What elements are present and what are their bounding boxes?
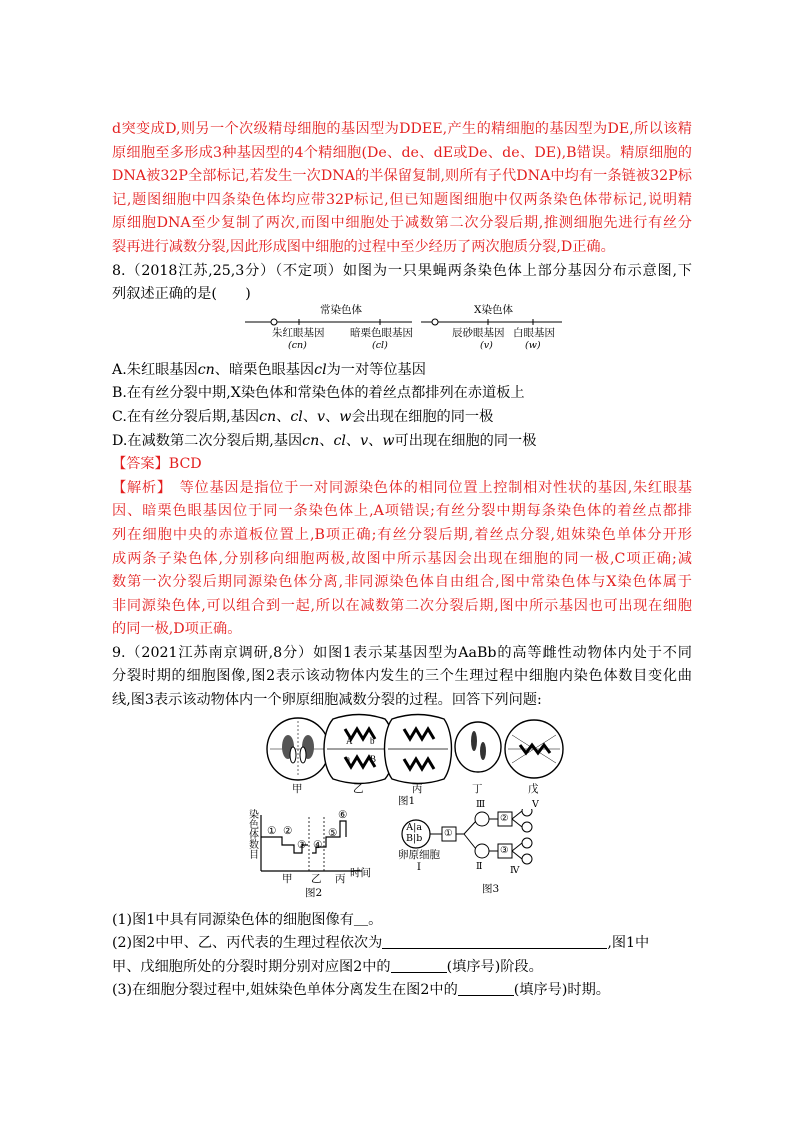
stage-label: ⑥ xyxy=(338,808,348,821)
gene-symbol: (cn) xyxy=(288,339,307,351)
oocyte-label: 卵原细胞 Ⅰ xyxy=(398,848,440,873)
explanation-label: 【解析】 xyxy=(112,479,165,496)
explanation-line: 的同一极,D项正确。 xyxy=(112,621,242,638)
gene-label: 辰砂眼基因 xyxy=(452,326,505,339)
node-label: Ⅲ xyxy=(476,798,486,810)
explanation-line: 成两条子染色体,分别移向细胞两极,故图中所示基因会出现在细胞的同一极,C项正确;减 xyxy=(112,550,692,567)
sub-question-2: (2)图2中甲、乙、丙代表的生理过程依次为 ,图1中 xyxy=(112,935,650,952)
stage-label: ③ xyxy=(297,838,307,851)
figure-caption: 图1 xyxy=(398,794,416,807)
cell-label: 丁 xyxy=(472,782,483,795)
cell-label: 甲 xyxy=(292,782,303,795)
option-a: A.朱红眼基因cn、暗栗色眼基因cl为一对等位基因 xyxy=(112,361,426,378)
cell-yi xyxy=(324,714,394,783)
gene-symbol: (cl) xyxy=(372,339,388,351)
answer-line xyxy=(112,453,692,477)
previous-explanation xyxy=(112,118,692,260)
answer-label: 【答案】 xyxy=(112,456,169,473)
stage-label: ① xyxy=(267,824,277,837)
chromosome-diagram xyxy=(112,303,692,359)
x-chromosome-label: X染色体 xyxy=(474,303,513,316)
option-b: B.在有丝分裂中期,X染色体和常染色体的着丝点都排列在赤道板上 xyxy=(112,385,525,402)
text-line: 裂再进行减数分裂,因此形成图中细胞的过程中至少经历了两次胞质分裂,D正确。 xyxy=(112,238,615,255)
gene-label: 朱红眼基因 xyxy=(272,326,325,339)
cell-genes: A|a B|b xyxy=(406,821,423,844)
question-stem-line: 线,图3表示该动物体内一个卵原细胞减数分裂的过程。回答下列问题: xyxy=(112,692,542,709)
figure-caption: 图3 xyxy=(482,882,500,895)
x-stage-label: 丙 xyxy=(335,872,346,885)
question-8 xyxy=(112,260,692,642)
x-stage-label: 甲 xyxy=(282,872,293,885)
node-label: Ⅱ xyxy=(476,860,483,872)
cell-bing xyxy=(385,714,452,783)
gene-label-a2: a xyxy=(346,753,350,764)
gene-label-b2: B xyxy=(370,753,377,764)
cell-jia xyxy=(267,718,329,780)
text-line: DNA被32P全部标记,若发生一次DNA的半保留复制,则所有子代DNA中均有一条链被32P标 xyxy=(112,168,692,185)
figure-caption: 图2 xyxy=(305,886,323,899)
cell-label: 乙 xyxy=(353,782,364,795)
autosome-label: 常染色体 xyxy=(320,303,362,316)
question-stem-line: 分裂时期的细胞图像,图2表示该动物体内发生的三个生理过程中细胞内染色体数目变化曲 xyxy=(112,668,692,685)
cell-label: 丙 xyxy=(412,782,423,795)
node-label: ② xyxy=(500,812,509,824)
y-axis-label: 染 色 体 数 目 xyxy=(249,809,259,861)
page-content xyxy=(112,118,692,1003)
cell-ding xyxy=(455,722,501,772)
x-axis-label: 时间 xyxy=(350,866,371,879)
cell-label: 戊 xyxy=(528,782,539,795)
text-line: 原细胞DNA至少复制了两次,而图中细胞处于减数第二次分裂后期,推测细胞先进行有丝分 xyxy=(112,215,692,232)
explanation-line: 因、暗栗色眼基因位于同一条染色体上,A项错误;有丝分裂中期每条染色体的着丝点都排 xyxy=(112,503,692,520)
sub-question-3: (3)在细胞分裂过程中,姐妹染色单体分离发生在图2中的 (填序号)时期。 xyxy=(112,982,610,999)
text-line: d突变成D,则另一个次级精母细胞的基因型为DDEE,产生的精细胞的基因型为DE,所以该精 xyxy=(112,121,692,137)
gene-symbol: (v) xyxy=(480,339,493,351)
sub-question-2-cont: 甲、戊细胞所处的分裂时期分别对应图2中的 (填序号)阶段。 xyxy=(112,958,543,975)
node-label: Ⅴ xyxy=(532,798,539,810)
node-label: ③ xyxy=(500,844,509,856)
question-stem-line: 列叙述正确的是( ) xyxy=(112,286,251,303)
question-stem-line: 9.（2021江苏南京调研,8分）如图1表示某基因型为AaBb的高等雌性动物体内处于不同 xyxy=(112,644,692,661)
sub-question-1: (1)图1中具有同源染色体的细胞图像有＿。 xyxy=(112,911,383,928)
figure-1 xyxy=(112,713,692,809)
explanation-line: 非同源染色体,可以组合到一起,所以在减数第二次分裂后期,图中所示基因也可出现在细胞 xyxy=(112,597,692,614)
text-line: 原细胞至多形成3种基因型的4个精细胞(De、de、dE或De、de、DE),B错误。精原细胞的 xyxy=(112,144,692,161)
question-9 xyxy=(112,642,692,1003)
gene-label-a: A xyxy=(346,735,353,746)
option-d: D.在减数第二次分裂后期,基因cn、cl、v、w可出现在细胞的同一极 xyxy=(112,432,537,449)
gene-label: 白眼基因 xyxy=(513,326,555,339)
gene-label-b: b xyxy=(370,735,375,746)
stage-label: ⑤ xyxy=(328,826,338,839)
option-c: C.在有丝分裂后期,基因cn、cl、v、w会出现在细胞的同一极 xyxy=(112,408,494,425)
answer-blank[interactable] xyxy=(382,934,607,949)
x-stage-label: 乙 xyxy=(311,872,322,885)
explanation-line: 【解析】 等位基因是指位于一对同源染色体的相同位置上控制相对性状的基因,朱红眼基 xyxy=(112,479,692,496)
node-label: ① xyxy=(444,827,453,839)
answer-blank[interactable] xyxy=(391,958,447,973)
gene-symbol: (w) xyxy=(525,339,541,351)
stage-label: ② xyxy=(283,824,293,837)
answer-value: BCD xyxy=(168,456,202,473)
explanation-line: 数第一次分裂后期同源染色体分离,非同源染色体自由组合,图中常染色体与X染色体属于 xyxy=(112,574,692,591)
text-line: 记,题图细胞中四条染色体均应带32P标记,但已知题图细胞中仅两条染色体带标记,说明精 xyxy=(112,191,692,208)
question-stem-line: 8.（2018江苏,25,3分）（不定项）如图为一只果蝇两条染色体上部分基因分布示意图,下 xyxy=(112,262,692,279)
answer-blank[interactable] xyxy=(458,981,514,996)
node-label: Ⅳ xyxy=(510,864,520,876)
cell-wu xyxy=(505,720,563,778)
stage-label: ④ xyxy=(313,838,323,851)
gene-label: 暗栗色眼基因 xyxy=(350,326,413,339)
explanation-line: 列在细胞中央的赤道板位置上,B项正确;有丝分裂后期,着丝点分裂,姐妹染色单体分开形 xyxy=(112,526,692,543)
